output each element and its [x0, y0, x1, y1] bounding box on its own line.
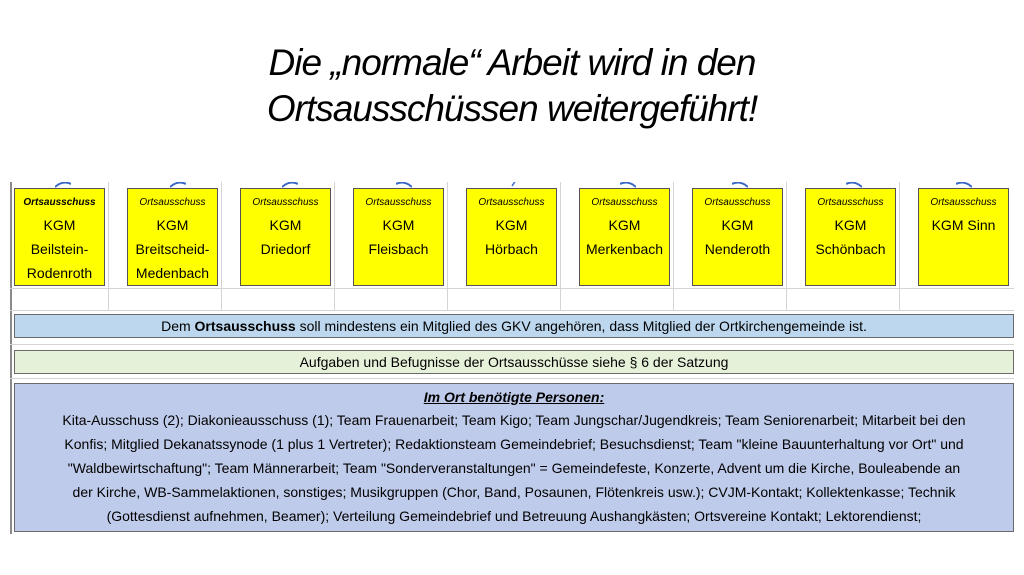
committee-name-cont: Medenbach	[135, 265, 210, 281]
sheet-left-border	[10, 182, 12, 534]
committee-name: Hörbach	[485, 241, 538, 257]
committee-kgm: KGM	[156, 217, 189, 233]
committee-box-merkenbach	[579, 188, 670, 286]
gridline	[786, 182, 787, 310]
committee-box-fleisbach	[353, 188, 444, 286]
persons-line: Kita-Ausschuss (2); Diakonieausschuss (1); Team Frauenarbeit; Team Kigo; Team Jungschar/Jugendkreis; Team Seniorenarbeit; Mitarbeit bei den	[62, 412, 966, 428]
gridline	[10, 378, 1014, 379]
committee-box-schoenbach	[805, 188, 896, 286]
gridline	[334, 182, 335, 310]
committee-name: Driedorf	[260, 241, 311, 257]
tasks-note-text: Aufgaben und Befugnisse der Ortsausschüsse siehe § 6 der Satzung	[299, 354, 729, 370]
committee-box-breitscheid	[127, 188, 218, 286]
gridline	[899, 182, 900, 310]
committee-name-cont: Rodenroth	[26, 265, 93, 281]
committee-name: Nenderoth	[704, 241, 771, 257]
committee-name: Schönbach	[815, 241, 886, 257]
committee-kgm: KGM Sinn	[931, 217, 996, 233]
persons-line: der Kirche, WB-Sammelaktionen, sonstiges; Musikgruppen (Chor, Band, Posaunen, Flötenkreis usw.); CVJM-Kontakt; Kollektenkasse; Technik	[72, 484, 956, 500]
committee-label: Ortsausschuss	[817, 197, 884, 208]
committee-kgm: KGM	[721, 217, 754, 233]
gridline	[221, 182, 222, 310]
committee-box-sinn	[918, 188, 1009, 286]
persons-needed-block	[14, 383, 1014, 532]
committee-kgm: KGM	[269, 217, 302, 233]
tasks-note-row	[14, 350, 1014, 374]
committee-kgm: KGM	[43, 217, 76, 233]
committee-name: Beilstein-	[30, 241, 89, 257]
committee-kgm: KGM	[382, 217, 415, 233]
membership-note-suffix: soll mindestens ein Mitglied des GKV angehören, dass Mitglied der Ortkirchengemeinde ist.	[295, 318, 867, 334]
committee-box-hoerbach	[466, 188, 557, 286]
committee-label: Ortsausschuss	[930, 197, 997, 208]
committee-name: Merkenbach	[585, 241, 664, 257]
committee-kgm: KGM	[608, 217, 641, 233]
gridline	[10, 288, 1014, 289]
committee-label: Ortsausschuss	[704, 197, 771, 208]
committee-label: Ortsausschuss	[591, 197, 658, 208]
slide-title	[0, 40, 1024, 132]
gridline	[447, 182, 448, 310]
gridline	[108, 182, 109, 310]
persons-line: Konfis; Mitglied Dekanatssynode (1 plus 1 Vertreter); Redaktionsteam Gemeindebrief; Besuchsdienst; Team "kleine Bauunterhaltung vor Ort" und	[64, 436, 964, 452]
committee-label: Ortsausschuss	[252, 197, 319, 208]
persons-needed-header: Im Ort benötigte Personen:	[423, 389, 605, 405]
gridline	[560, 182, 561, 310]
committee-kgm: KGM	[495, 217, 528, 233]
committee-label: Ortsausschuss	[478, 197, 545, 208]
spreadsheet-excerpt	[10, 182, 1014, 534]
committee-kgm: KGM	[834, 217, 867, 233]
persons-line: "Waldbewirtschaftung"; Team Männerarbeit; Team "Sonderveranstaltungen" = Gemeindefeste, Konzerte, Advent um die Kirche, Bouleabende an	[67, 460, 961, 476]
membership-note-row	[14, 314, 1014, 338]
membership-note-prefix: Dem	[161, 318, 195, 334]
committee-label: Ortsausschuss	[365, 197, 432, 208]
committee-box-beilstein	[14, 188, 105, 286]
persons-line: (Gottesdienst aufnehmen, Beamer); Verteilung Gemeindebrief und Betreuung Aushangkästen; Ortsvereine Kontakt; Lektorendienst;	[106, 508, 922, 524]
gridline	[10, 310, 1014, 311]
title-line-1: Die „normale“ Arbeit wird in den	[268, 42, 756, 83]
title-line-2: Ortsausschüssen weitergeführt!	[266, 88, 758, 129]
committee-box-driedorf	[240, 188, 331, 286]
committee-name: Fleisbach	[368, 241, 429, 257]
committee-box-nenderoth	[692, 188, 783, 286]
gridline	[673, 182, 674, 310]
committee-name: Breitscheid-	[135, 241, 210, 257]
committee-label: Ortsausschuss	[23, 197, 96, 208]
gridline	[10, 344, 1014, 345]
committee-label: Ortsausschuss	[139, 197, 206, 208]
membership-note-bold: Ortsausschuss	[194, 318, 296, 334]
